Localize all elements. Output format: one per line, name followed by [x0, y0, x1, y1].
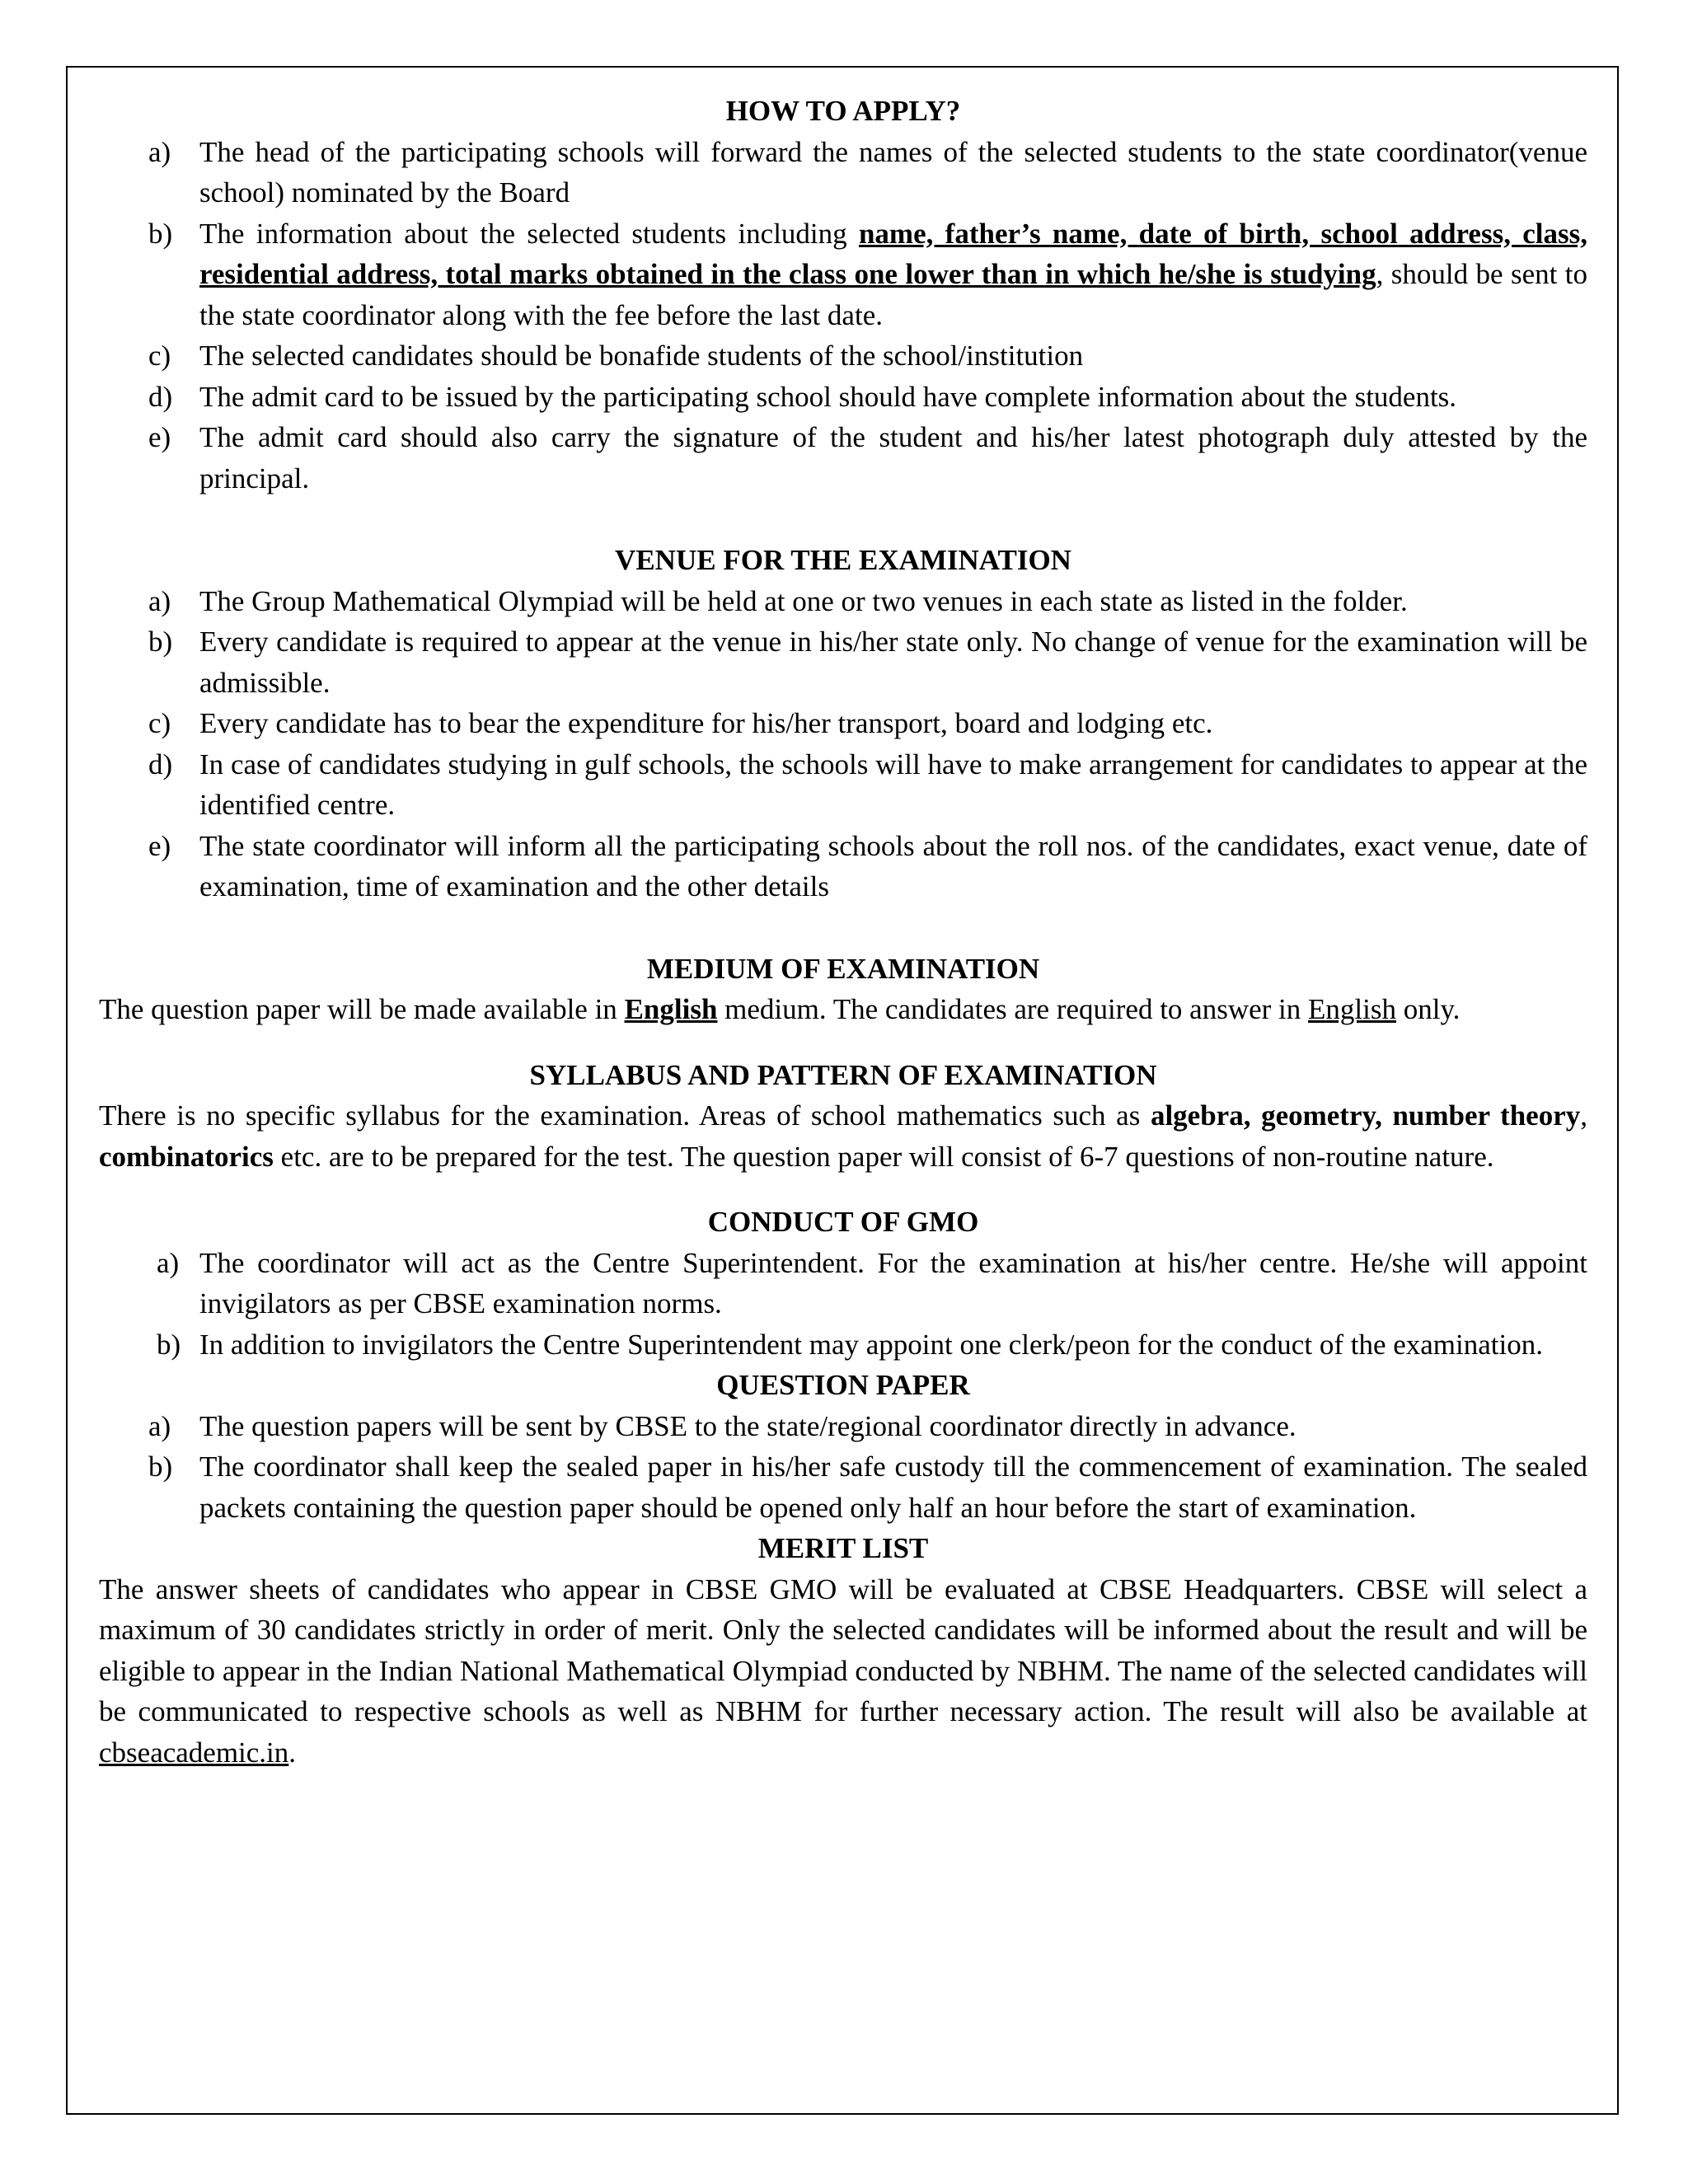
list-item: [99, 826, 1587, 907]
list-marker: a): [148, 135, 171, 168]
conduct-list: [99, 1243, 1587, 1366]
medium-heading: MEDIUM OF EXAMINATION: [646, 952, 1040, 985]
how-to-apply-list: [99, 132, 1587, 499]
list-item-text: The coordinator will act as the Centre Superintendent. For the examination at his/her centre. He/she will appoint invigilators as per CBSE examination norms.: [199, 1246, 1587, 1319]
paragraph-text: The question paper will be made available in: [99, 993, 625, 1025]
list-item-text: The admit card should also carry the signature of the student and his/her latest photograph duly attested by the principal.: [199, 421, 1587, 494]
list-item: [99, 1243, 1587, 1324]
required-info-emphasis: name, father’s name, date of birth, school address, class, residential address, total marks obtained in the class one lower than in which he/she is studying: [199, 217, 1588, 290]
list-item-text: In case of candidates studying in gulf schools, the schools will have to make arrangement for candidates to appear at the identified centre.: [199, 748, 1587, 821]
list-item: [99, 377, 1587, 418]
venue-heading: VENUE FOR THE EXAMINATION: [615, 544, 1071, 576]
list-marker: c): [148, 340, 171, 372]
syllabus-paragraph: [99, 1095, 1587, 1177]
answer-language: English: [1308, 993, 1396, 1025]
list-item-text: Every candidate is required to appear at the venue in his/her state only. No change of venue for the examination will be admissible.: [199, 626, 1587, 699]
list-item-text: The question papers will be sent by CBSE to the state/regional coordinator directly in advance.: [199, 1409, 1296, 1442]
paragraph-text: etc. are to be prepared for the test. The question paper will consist of 6-7 questions of non-routine nature.: [273, 1140, 1494, 1173]
list-marker: e): [148, 421, 171, 453]
list-item: [99, 132, 1587, 213]
medium-language-emphasis: English: [624, 993, 718, 1025]
list-item-text: The information about the selected students including: [199, 217, 859, 250]
list-marker: b): [148, 626, 173, 658]
list-item-text: The admit card to be issued by the participating school should have complete information about the students.: [199, 380, 1457, 413]
paragraph-text: .: [288, 1736, 297, 1769]
list-marker: d): [148, 380, 173, 413]
cbseacademic-link[interactable]: cbseacademic.in: [99, 1736, 289, 1769]
paragraph-text: There is no specific syllabus for the examination. Areas of school mathematics such as: [99, 1099, 1151, 1132]
list-marker: d): [148, 748, 173, 780]
list-item: [99, 744, 1587, 826]
list-item-text: The head of the participating schools will forward the names of the selected students to the state coordinator(venue school) nominated by the Board: [199, 135, 1587, 209]
list-item: [99, 581, 1587, 622]
list-marker: e): [148, 829, 171, 862]
list-marker: b): [148, 217, 173, 250]
paragraph-text: medium. The candidates are required to answer in: [717, 993, 1309, 1025]
list-item: [99, 1446, 1587, 1528]
list-item: [99, 1324, 1587, 1366]
document-body: [99, 91, 1587, 1773]
paragraph-text: ,: [1580, 1099, 1587, 1132]
list-marker: c): [148, 707, 171, 739]
question-paper-list: [99, 1406, 1587, 1529]
list-item-text: The state coordinator will inform all the participating schools about the roll nos. of the candidates, exact venue, date of examination, time of examination and the other details: [199, 829, 1587, 902]
list-item-text: , should be sent to the state coordinator along with the fee before the last date.: [199, 258, 1587, 331]
list-marker: b): [148, 1451, 173, 1483]
question-paper-heading: QUESTION PAPER: [716, 1369, 970, 1401]
list-marker: a): [148, 1409, 171, 1442]
list-item: [99, 1406, 1587, 1447]
paragraph-text: The answer sheets of candidates who appear in CBSE GMO will be evaluated at CBSE Headquarters. CBSE will select a maximum of 30 candidates strictly in order of merit. Only the selected candidates will be informed about the result and will be eligible to appear in the Indian National Mathematical Olympiad conducted by NBHM. The name of the selected candidates will be communicated to respective schools as well as NBHM for further necessary action. The result will also be available at: [99, 1572, 1587, 1727]
topic-emphasis: combinatorics: [99, 1140, 274, 1173]
list-marker: a): [157, 1246, 180, 1279]
list-item-text: In addition to invigilators the Centre Superintendent may appoint one clerk/peon for the conduct of the examination.: [199, 1328, 1543, 1361]
list-item-text: The coordinator shall keep the sealed paper in his/her safe custody till the commencement of examination. The sealed packets containing the question paper should be opened only half an hour before the start of examination.: [199, 1451, 1587, 1524]
list-item: [99, 213, 1587, 336]
list-item: [99, 417, 1587, 499]
topic-emphasis: algebra, geometry, number theory: [1150, 1099, 1581, 1132]
list-marker: b): [157, 1328, 181, 1361]
medium-paragraph: [99, 989, 1587, 1030]
list-item-text: Every candidate has to bear the expenditure for his/her transport, board and lodging etc.: [199, 707, 1213, 739]
merit-paragraph: [99, 1569, 1587, 1774]
list-item-text: The Group Mathematical Olympiad will be held at one or two venues in each state as listed in the folder.: [199, 584, 1408, 617]
list-item-text: The selected candidates should be bonafide students of the school/institution: [199, 340, 1084, 372]
list-item: [99, 335, 1587, 377]
paragraph-text: only.: [1395, 993, 1461, 1025]
venue-list: [99, 581, 1587, 907]
how-to-apply-heading: HOW TO APPLY?: [725, 95, 961, 127]
list-marker: a): [148, 584, 171, 617]
syllabus-heading: SYLLABUS AND PATTERN OF EXAMINATION: [529, 1058, 1157, 1091]
list-item: [99, 621, 1587, 703]
conduct-heading: CONDUCT OF GMO: [707, 1206, 979, 1238]
merit-list-heading: MERIT LIST: [757, 1532, 929, 1564]
list-item: [99, 703, 1587, 744]
